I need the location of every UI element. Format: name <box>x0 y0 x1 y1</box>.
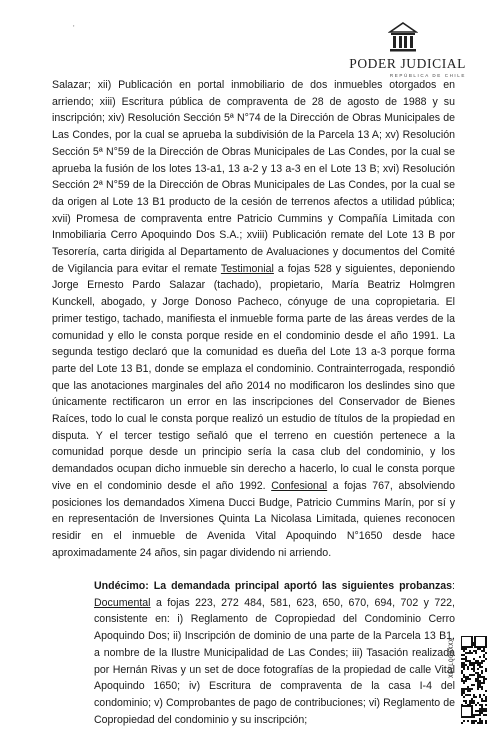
qr-code <box>461 636 487 724</box>
logo-subtitle: REPÚBLICA DE CHILE <box>389 73 466 78</box>
paragraph1-segment: Salazar; xii) Publicación en portal inmobiliario de dos inmuebles otorgados en arriendo; xiii) Escritura pública de compraventa de 28 de agosto de 1988 y su inscripción; xiv) Resolución Sección 5ª N°74 de la Dirección de Obras Municipales de Las Condes, por la cual se aprueba la subdivisión de la Parcela 13 A; xv) Resolución Sección 5ª N°59 de la Dirección de Obras Municipales de Las Condes, por la cual se aprueba la fusión de los lotes 13-a1, 13 a-2 y 13 a-3 en el Lote 13 B; xvi) Resolución Sección 2ª N°59 de la Dirección de Obras Municipales de Las Condes, por la cual se da origen al Lote 13 B1 producto de la cesión de terrenos afectos a utilidad pública; xvii) Promesa de compraventa entre Patricio Cummins y Compañía Limitada con Inmobiliaria Cerro Apoquindo Dos S.A.; xviii) Publicación remate del Lote 13 B por Tesorería, carta dirigida al Departamento de Avaluaciones y documentos del Comité de Vigilancia para evitar el remate <box>52 79 455 275</box>
verification-code: XEYLQGXXXX <box>448 638 455 679</box>
paragraph1-segment: a fojas 767, absolviendo posiciones los demandados Ximena Ducci Budge, Patricio Cummins Marín, por sí y en representación de Inversiones Quinta La Nicolasa Limitada, quienes reconocen residir en el inmueble de Avenida Vital Apoquindo N°1650 desde hace aproximadamente 24 años, sin pagar dividendo ni arriendo. <box>52 479 455 559</box>
poder-judicial-logo <box>336 22 466 80</box>
paragraph2-segment: Documental <box>94 596 151 609</box>
paragraph-testimonial <box>52 77 455 561</box>
logo-name: PODER JUDICIAL <box>349 56 466 71</box>
paragraph2-segment: : <box>452 580 455 593</box>
stray-mark: ' <box>73 24 75 33</box>
body-text <box>52 77 455 728</box>
paragraph2-segment: a fojas 223, 272 484, 581, 623, 650, 670, 694, 702 y 722, consistente en: i) Reglamento de Copropiedad del Condominio Cerro Apoquindo Dos; ii) Inscripción de dominio de una parte de la Parcela 13 B1, a nombre de la Ilustre Municipalidad de Las Condes; iii) Tasación realizada por Hernán Rivas y un set de doce fotografías de la propiedad de calle Vital Apoquindo 1650; iv) Escritura de compraventa de la casa I-4 del condominio; v) Comprobantes de pago de contribuciones; vi) Reglamento de Copropiedad del condominio y su inscripción; <box>94 596 455 726</box>
paragraph2-segment: Undécimo: La demandada principal aportó las siguientes probanzas <box>94 580 453 593</box>
paragraph-undecimo <box>52 578 455 728</box>
paragraph1-segment: Confesional <box>271 479 328 492</box>
courthouse-icon <box>388 22 418 54</box>
paragraph1-segment: Testimonial <box>220 262 274 275</box>
paragraph1-segment: a fojas 528 y siguientes, deponiendo Jorge Ernesto Pardo Salazar (tachado), propietario, María Beatriz Holmgren Kunckell, abogado, y Jorge Donoso Pacheco, cónyuge de una copropietaria. El primer testigo, tachado, manifiesta el inmueble forma parte de las áreas verdes de la comunidad y ello le consta porque reside en el condominio desde el año 1991. La segunda testigo declaró que la comunidad es dueña del Lote 13 a-3 porque forma parte del Lote 13 B1, donde se emplaza el condominio. Contrainterrogada, respondió que las anotaciones marginales del año 2014 no modificaron los deslindes sino que únicamente rectificaron un error en las inscripciones del Conservador de Bienes Raíces, todo lo cual le consta porque realizó un estudio de títulos de la propiedad en disputa. Y el tercer testigo señaló que el terreno en cuestión pertenece a la comunidad porque desde un principio sería la casa club del condominio, y los demandados ocupan dicho inmueble sin derecho a hacerlo, lo cual le consta porque vive en el condominio desde el año 1992. <box>52 262 455 492</box>
